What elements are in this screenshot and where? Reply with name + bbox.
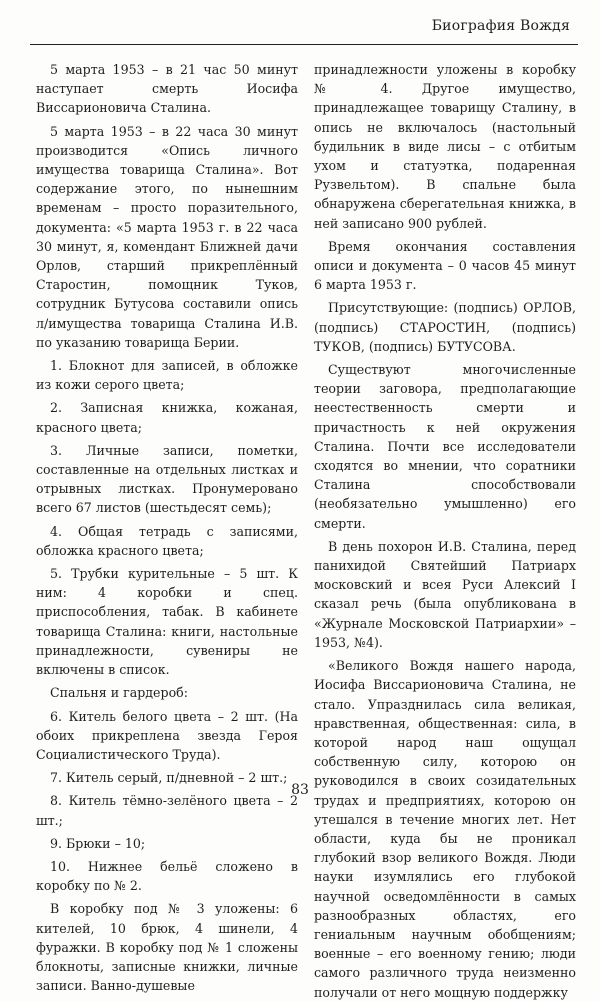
page-number: 83 bbox=[291, 782, 309, 798]
paragraph: 10. Нижнее бельё сложено в коробку по № 2. bbox=[36, 858, 298, 894]
right-column bbox=[314, 60, 576, 1000]
paragraph: 9. Брюки – 10; bbox=[50, 835, 146, 851]
paragraph: Спальня и гардероб: bbox=[50, 685, 188, 701]
paragraph: 4. Общая тетрадь с записями, обложка красного цвета; bbox=[36, 523, 298, 558]
paragraph: 2. Записная книжка, кожаная, красного цвета; bbox=[36, 400, 298, 435]
paragraph: 3. Личные записи, пометки, составленные на отдельных листках и отрывных листках. Пронумеровано всего 67 листов (шестьдесят семь); bbox=[36, 442, 298, 516]
running-header-title: Биография Вождя bbox=[431, 18, 570, 34]
header-rule bbox=[30, 44, 578, 45]
paragraph: «Великого Вождя нашего народа, Иосифа Виссарионовича Сталина, не стало. Упразднилась сила великая, нравственная, общественная: сила, в которой народ наш ощущал собственную силу, которою он руководился в своих созидательных трудах и предприятиях, которою он утешался в течение многих лет. Нет области, куда бы не проникал глубокий взор великого Вождя. Люди науки изумлялись его глубокой научной осведомлённости в самых разнообразных областях, его гениальным научным обобщениям; военные – его военному гению; люди самого различного труда неизменно получали от него мощную поддержку bbox=[314, 658, 576, 1000]
paragraph: 7. Китель серый, п/дневной – 2 шт.; bbox=[50, 770, 288, 786]
paragraph: 5 марта 1953 – в 21 час 50 минут наступает смерть Иосифа Виссарионовича Сталина. bbox=[36, 62, 298, 116]
paragraph: 8. Китель тёмно-зелёного цвета – 2 шт.; bbox=[36, 793, 298, 828]
paragraph: Существуют многочисленные теории заговора, предполагающие неестественность смерти и причастность к ней окружения Сталина. Почти все исследователи сходятся во мнении, что соратники Сталина способствовали (необязательно умышленно) его смерти. bbox=[314, 362, 576, 531]
paragraph: В день похорон И.В. Сталина, перед панихидой Святейший Патриарх московский и всея Руси Алексий I сказал речь (была опубликована в «Журнале Московской Патриархии» – 1953, №4). bbox=[314, 538, 576, 650]
paragraph: Присутствующие: (подпись) ОРЛОВ, (подпись) СТАРОСТИН, (подпись) ТУКОВ, (подпись) БУТУСОВА. bbox=[314, 300, 576, 354]
paragraph: Время окончания составления описи и документа – 0 часов 45 минут 6 марта 1953 г. bbox=[314, 238, 576, 293]
running-header bbox=[30, 12, 578, 40]
paragraph: 5 марта 1953 – в 22 часа 30 минут производится «Опись личного имущества товарища Сталина». Вот содержание этого, по нынешним временам – просто поразительного, документа: «5 марта 1953 г. в 22 часа 30 минут, я, комендант Ближней дачи Орлов, старший прикреплённый Старостин, помощник Туков, сотрудник Бутусова составили опись л/имущества товарища Сталина И.В. по указанию товарища Берии. bbox=[36, 123, 298, 350]
left-column bbox=[36, 60, 298, 994]
paragraph: 5. Трубки курительные – 5 шт. К ним: 4 коробки и спец. приспособления, табак. В кабинете товарища Сталина: книги, настольные принадлежности, сувениры не включены в список. bbox=[36, 566, 298, 678]
paragraph: 6. Китель белого цвета – 2 шт. (На обоих прикреплена звезда Героя Социалистического Труда). bbox=[36, 708, 298, 762]
paragraph: принадлежности уложены в коробку № 4. Другое имущество, принадлежащее товарищу Сталину, в опись не включалось (настольный будильник в виде лисы – с отбитым ухом и статуэтка, подаренная Рузвельтом). В спальне была обнаружена сберегательная книжка, в ней записано 900 рублей. bbox=[314, 62, 576, 231]
paragraph: В коробку под № 3 уложены: 6 кителей, 10 брюк, 4 шинели, 4 фуражки. В коробку под № 1 сложены блокноты, записные книжки, личные записи. Ванно-душевые bbox=[36, 901, 298, 994]
paragraph: 1. Блокнот для записей, в обложке из кожи серого цвета; bbox=[36, 358, 298, 393]
